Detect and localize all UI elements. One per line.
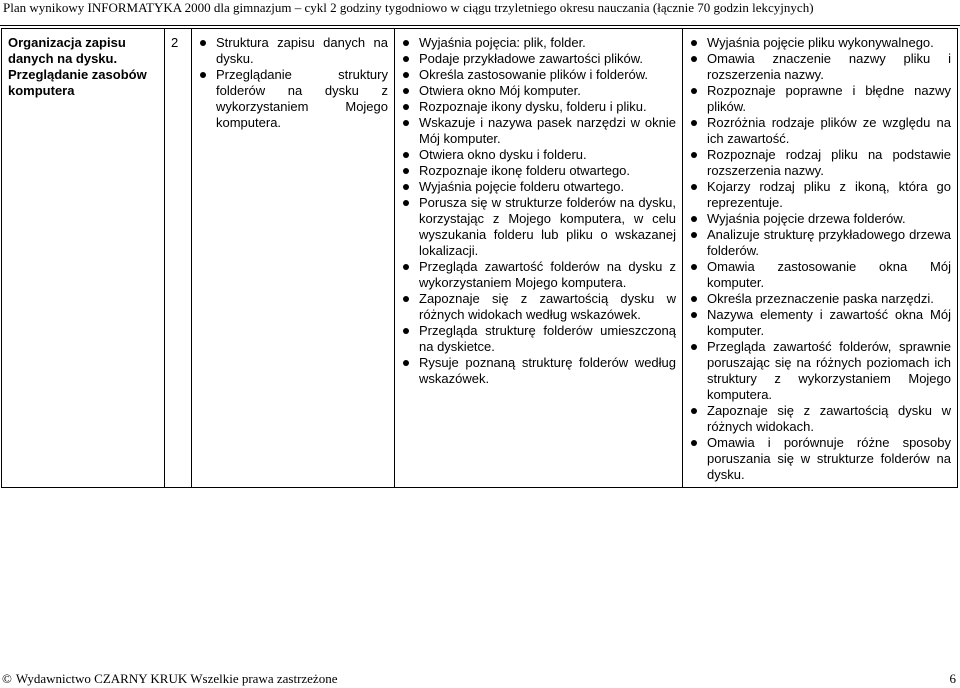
extended-requirements-list [689,35,951,483]
list-item-text: Omawia zastosowanie okna Mój komputer. [707,259,951,290]
list-item-text: Podaje przykładowe zawartości plików. [419,51,643,66]
list-item [689,115,951,147]
list-item [401,83,676,99]
list-item [401,355,676,387]
list-item-text: Rozpoznaje ikonę folderu otwartego. [419,163,631,178]
copyright-text: Wydawnictwo CZARNY KRUK Wszelkie prawa zastrzeżone [15,671,338,686]
bullet-icon [403,104,409,110]
bullet-icon [403,72,409,78]
bullet-icon [403,152,409,158]
list-item-text: Zapoznaje się z zawartością dysku w różnych widokach według wskazówek. [419,291,676,322]
bullet-icon [691,408,697,414]
list-item [689,211,951,227]
basic-requirements-list [401,35,676,387]
page-number: 6 [949,671,956,686]
list-item-text: Omawia znaczenie nazwy pliku i rozszerzenia nazwy. [707,51,951,82]
list-item [401,115,676,147]
bullet-icon [403,200,409,206]
list-item-text: Wyjaśnia pojęcie folderu otwartego. [419,179,625,194]
bullet-icon [691,312,697,318]
list-item [689,403,951,435]
list-item [689,83,951,115]
bullet-icon [691,344,697,350]
bullet-icon [691,296,697,302]
list-item-text: Przegląda zawartość folderów na dysku z wykorzystaniem Mojego komputera. [419,259,676,290]
list-item-text: Przeglądanie struktury folderów na dysku z wykorzystaniem Mojego komputera. [216,67,388,130]
list-item [401,163,676,179]
list-item [689,435,951,483]
list-item [689,339,951,403]
hours-cell [165,29,192,488]
bullet-icon [200,40,206,46]
list-item-text: Analizuje strukturę przykładowego drzewa folderów. [707,227,951,258]
list-item [198,35,388,67]
content-cell [192,29,395,488]
document-footer [0,670,960,688]
header-divider [0,25,960,26]
copyright-icon: © [2,671,12,686]
list-item-text: Określa przeznaczenie paska narzędzi. [707,291,934,306]
extended-requirements-cell [683,29,958,488]
list-item [401,195,676,259]
document-header [0,0,960,25]
bullet-icon [403,328,409,334]
list-item-text: Porusza się w strukturze folderów na dysku, korzystając z Mojego komputera, w celu wyszukania folderu lub pliku o wskazanej lokalizacji. [419,195,676,258]
list-item [689,35,951,51]
basic-requirements-cell [395,29,683,488]
table-row [2,29,958,488]
list-item-text: Struktura zapisu danych na dysku. [216,35,388,66]
topic-title: Organizacja zapisu danych na dysku. Przeglądanie zasobów komputera [8,35,147,98]
list-item-text: Wskazuje i nazywa pasek narzędzi w oknie Mój komputer. [419,115,676,146]
bullet-icon [403,40,409,46]
bullet-icon [691,232,697,238]
list-item-text: Otwiera okno dysku i folderu. [419,147,587,162]
bullet-icon [200,72,206,78]
list-item [401,291,676,323]
list-item [689,259,951,291]
list-item [401,179,676,195]
bullet-icon [403,360,409,366]
list-item [689,227,951,259]
list-item-text: Rozpoznaje ikony dysku, folderu i pliku. [419,99,647,114]
copyright-note [2,671,337,687]
bullet-icon [691,152,697,158]
list-item [689,179,951,211]
list-item-text: Przegląda zawartość folderów, sprawnie poruszając się na różnych poziomach ich struktury z wykorzystaniem Mojego komputera. [707,339,951,402]
list-item-text: Rysuje poznaną strukturę folderów według wskazówek. [419,355,676,386]
list-item-text: Nazywa elementy i zawartość okna Mój komputer. [707,307,951,338]
list-item [401,35,676,51]
list-item [689,307,951,339]
list-item-text: Przegląda strukturę folderów umieszczoną na dyskietce. [419,323,676,354]
list-item [401,51,676,67]
list-item [401,323,676,355]
hours-value: 2 [171,35,179,50]
list-item-text: Otwiera okno Mój komputer. [419,83,581,98]
bullet-icon [691,56,697,62]
list-item [401,259,676,291]
list-item [401,67,676,83]
bullet-icon [403,120,409,126]
list-item-text: Zapoznaje się z zawartością dysku w różnych widokach. [707,403,951,434]
header-title: Plan wynikowy INFORMATYKA 2000 dla gimnazjum – cykl 2 godziny tygodniowo w ciągu trzyletniego okresu nauczania (łącznie 70 godzin lekcyjnych) [3,0,814,15]
bullet-icon [691,40,697,46]
bullet-icon [403,296,409,302]
bullet-icon [691,120,697,126]
list-item-text: Rozróżnia rodzaje plików ze względu na ich zawartość. [707,115,951,146]
bullet-icon [403,264,409,270]
bullet-icon [403,56,409,62]
content-list [198,35,388,131]
list-item [198,67,388,131]
bullet-icon [403,168,409,174]
bullet-icon [691,440,697,446]
list-item-text: Kojarzy rodzaj pliku z ikoną, która go reprezentuje. [707,179,951,210]
list-item [689,291,951,307]
list-item-text: Rozpoznaje rodzaj pliku na podstawie rozszerzenia nazwy. [707,147,951,178]
bullet-icon [403,88,409,94]
list-item-text: Rozpoznaje poprawne i błędne nazwy plików. [707,83,951,114]
bullet-icon [691,88,697,94]
list-item-text: Wyjaśnia pojęcie pliku wykonywalnego. [707,35,934,50]
plan-table [1,28,958,488]
list-item-text: Wyjaśnia pojęcia: plik, folder. [419,35,586,50]
bullet-icon [403,184,409,190]
list-item [689,147,951,179]
list-item-text: Omawia i porównuje różne sposoby poruszania się w strukturze folderów na dysku. [707,435,951,482]
list-item [689,51,951,83]
list-item-text: Określa zastosowanie plików i folderów. [419,67,649,82]
topic-cell [2,29,165,488]
bullet-icon [691,264,697,270]
list-item-text: Wyjaśnia pojęcie drzewa folderów. [707,211,906,226]
bullet-icon [691,184,697,190]
bullet-icon [691,216,697,222]
list-item [401,147,676,163]
list-item [401,99,676,115]
